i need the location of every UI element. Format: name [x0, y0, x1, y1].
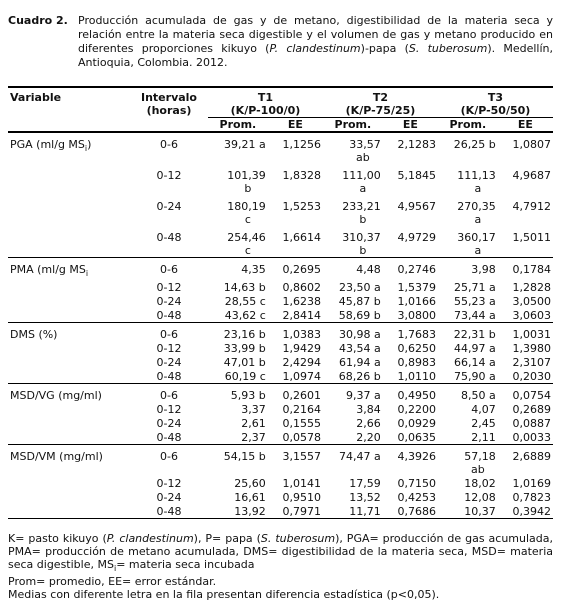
cell-interval: 0-24 — [156, 295, 182, 309]
cell-t3-mean: 57,18 ab — [438, 445, 498, 477]
table-row — [8, 132, 553, 164]
cell-variable — [8, 226, 130, 258]
cell-t1-mean: 14,63 b — [223, 281, 266, 295]
cell-t3-mean: 3,98 — [471, 263, 496, 276]
table-row — [8, 504, 553, 519]
footnote-significance: Medias con diferente letra en la fila presentan diferencia estadística (p<0,05). — [8, 588, 440, 602]
table-row — [8, 402, 553, 416]
cell-interval: 0-48 — [130, 369, 208, 384]
cell-t1-ee: 0,7971 — [268, 504, 323, 519]
significance-letter: a — [359, 182, 367, 195]
cell-t1-ee: 1,6238 — [282, 295, 321, 309]
cell-t3-ee: 1,2828 — [512, 281, 551, 295]
cell-t1-mean: 5,93 b — [230, 389, 266, 403]
cell-t3-ee: 0,2689 — [512, 403, 551, 417]
table-row — [8, 280, 553, 294]
cell-t3-ee: 1,3980 — [512, 342, 551, 356]
cell-variable — [8, 355, 130, 369]
cell-t1-mean: 180,19 c — [208, 195, 268, 226]
cell-t1-mean: 13,92 — [208, 504, 268, 519]
cell-t3-ee: 3,0603 — [498, 308, 553, 323]
cell-t2-ee: 0,0929 — [397, 417, 436, 431]
cell-variable — [8, 341, 130, 355]
cell-t2-mean: 2,20 — [323, 430, 383, 445]
cell-variable — [8, 476, 130, 490]
table-row — [8, 226, 553, 258]
significance-letter: b — [359, 244, 367, 257]
cell-t3-ee: 0,0887 — [512, 417, 551, 431]
cell-t3-ee: 2,6889 — [512, 450, 551, 464]
cell-t1-ee: 0,9510 — [282, 491, 321, 505]
cell-t3-ee: 0,7823 — [512, 491, 551, 505]
cell-variable — [8, 504, 130, 519]
cell-t3-mean: 111,13 a — [438, 164, 498, 195]
cell-t3-ee: 0,0033 — [498, 430, 553, 445]
cell-variable — [8, 402, 130, 416]
cell-variable — [8, 164, 130, 195]
significance-letter: a — [474, 244, 482, 257]
cell-t1-ee: 0,2695 — [282, 263, 321, 276]
table-caption — [8, 14, 553, 70]
cell-interval: 0-48 — [130, 504, 208, 519]
cell-t2-ee: 0,7150 — [397, 477, 436, 491]
cell-interval: 0-12 — [156, 342, 182, 356]
cell-variable — [8, 369, 130, 384]
cell-t3-mean: 12,08 — [464, 491, 496, 505]
results-table — [8, 86, 553, 519]
cell-t3-ee: 0,1784 — [512, 263, 551, 276]
cell-interval: 0-48 — [130, 430, 208, 445]
cell-t1-mean: 47,01 b — [223, 356, 266, 370]
cell-t1-mean: 2,37 — [208, 430, 268, 445]
cell-t2-mean: 13,52 — [349, 491, 381, 505]
cell-interval: 0-24 — [156, 200, 182, 213]
cell-t2-ee: 3,0800 — [383, 308, 438, 323]
subheader-ee: EE — [268, 118, 323, 133]
table-row — [8, 341, 553, 355]
cell-t2-ee: 1,0110 — [383, 369, 438, 384]
cell-t2-ee: 0,4253 — [397, 491, 436, 505]
caption-label: Cuadro 2. — [8, 14, 68, 27]
cell-variable — [8, 195, 130, 226]
cell-t3-mean: 18,02 — [464, 477, 496, 491]
table-row — [8, 476, 553, 490]
cell-t2-mean: 74,47 a — [339, 450, 381, 464]
cell-t1-mean: 3,37 — [241, 403, 266, 417]
cell-t1-ee: 1,8328 — [282, 169, 321, 182]
cell-t1-ee: 0,1555 — [282, 417, 321, 431]
cell-t2-ee: 0,7686 — [383, 504, 438, 519]
subheader-ee: EE — [498, 118, 553, 133]
cell-t2-ee: 0,2200 — [397, 403, 436, 417]
cell-t3-mean: 2,11 — [438, 430, 498, 445]
col-header-t1: T1 (K/P-100/0) — [208, 87, 323, 118]
cell-interval: 0-12 — [156, 403, 182, 417]
cell-t1-mean: 2,61 — [241, 417, 266, 431]
cell-t1-ee: 0,8602 — [282, 281, 321, 295]
table-row — [8, 258, 553, 281]
cell-t2-mean: 33,57 ab — [323, 132, 383, 164]
cell-variable — [8, 490, 130, 504]
cell-t2-mean: 3,84 — [356, 403, 381, 417]
cell-t2-mean: 45,87 b — [338, 295, 381, 309]
cell-t1-ee: 2,4294 — [282, 356, 321, 370]
table-footnotes — [8, 532, 553, 601]
cell-t2-mean: 4,48 — [356, 263, 381, 276]
caption-text: Producción acumulada de gas y de metano, digestibilidad de la materia seca y relación entre la materia seca digestible y el volumen de gas y metano producido en diferentes proporciones kikuyo (P. clandestinum)-papa (S. tuberosum). Medellín, Antioquia, Colombia. 2012. — [78, 14, 553, 69]
cell-variable — [8, 416, 130, 430]
cell-t3-mean: 73,44 a — [438, 308, 498, 323]
subheader-prom: Prom. — [323, 118, 383, 133]
cell-t2-ee: 4,3926 — [397, 450, 436, 464]
table-row — [8, 355, 553, 369]
col-header-t2: T2 (K/P-75/25) — [323, 87, 438, 118]
cell-interval: 0-6 — [160, 450, 178, 464]
cell-t2-ee: 0,2746 — [397, 263, 436, 276]
cell-interval: 0-24 — [156, 417, 182, 431]
cell-t2-mean: 43,54 a — [339, 342, 381, 356]
table-row — [8, 195, 553, 226]
cell-t2-mean: 61,94 a — [339, 356, 381, 370]
cell-t1-mean: 4,35 — [241, 263, 266, 276]
subheader-prom: Prom. — [438, 118, 498, 133]
cell-variable: MSD/VM (mg/ml) — [10, 450, 103, 464]
cell-t1-ee: 1,5253 — [282, 200, 321, 213]
table-row — [8, 294, 553, 308]
table-row — [8, 430, 553, 445]
cell-t3-ee: 0,2030 — [498, 369, 553, 384]
cell-t3-mean: 22,31 b — [453, 328, 496, 342]
cell-interval: 0-6 — [160, 138, 178, 151]
cell-t1-ee: 2,8414 — [268, 308, 323, 323]
significance-letter: b — [244, 182, 252, 195]
cell-t2-ee: 0,8983 — [397, 356, 436, 370]
cell-t2-mean: 17,59 — [349, 477, 381, 491]
cell-interval: 0-12 — [156, 281, 182, 295]
cell-variable: DMS (%) — [10, 328, 58, 342]
cell-t2-ee: 5,1845 — [397, 169, 436, 182]
cell-t2-mean: 233,21 b — [323, 195, 383, 226]
cell-t1-mean: 39,21 a — [224, 138, 266, 151]
cell-interval: 0-6 — [160, 328, 178, 342]
col-header-t3: T3 (K/P-50/50) — [438, 87, 553, 118]
cell-interval: 0-6 — [160, 263, 178, 276]
col-header-interval: Intervalo (horas) — [141, 91, 197, 117]
cell-t3-ee: 1,0031 — [512, 328, 551, 342]
table-row — [8, 384, 553, 403]
cell-t2-mean: 11,71 — [323, 504, 383, 519]
cell-t2-ee: 4,9567 — [397, 200, 436, 213]
table-row — [8, 369, 553, 384]
cell-t2-ee: 0,4950 — [397, 389, 436, 403]
cell-t2-ee: 2,1283 — [397, 138, 436, 151]
cell-t1-ee: 3,1557 — [282, 450, 321, 464]
significance-letter: a — [474, 213, 482, 226]
cell-t1-ee: 1,6614 — [268, 226, 323, 258]
table-row — [8, 490, 553, 504]
cell-t3-mean: 2,45 — [471, 417, 496, 431]
cell-t3-mean: 8,50 a — [460, 389, 496, 403]
cell-t3-ee: 1,0169 — [512, 477, 551, 491]
table-row — [8, 416, 553, 430]
cell-t3-mean: 44,97 a — [453, 342, 496, 356]
cell-t1-mean: 54,15 b — [223, 450, 266, 464]
footnote-abbreviations: K= pasto kikuyo (P. clandestinum), P= papa (S. tuberosum), PGA= producción de gas acumulada, PMA= producción de metano acumulada, DMS= digestibilidad de la materia seca, MSD= materia seca digestible, $MS_i=$ materia seca incubada — [8, 532, 553, 574]
cell-t2-ee: 0,6250 — [397, 342, 436, 356]
significance-letter: a — [474, 182, 482, 195]
cell-t2-ee: 1,7683 — [397, 328, 436, 342]
cell-t1-ee: 0,0578 — [268, 430, 323, 445]
subheader-prom: Prom. — [208, 118, 268, 133]
cell-t3-ee: 1,5011 — [498, 226, 553, 258]
cell-t2-ee: 0,0635 — [383, 430, 438, 445]
cell-t3-ee: 0,0754 — [512, 389, 551, 403]
cell-t1-ee: 0,2164 — [282, 403, 321, 417]
significance-letter: c — [244, 244, 251, 257]
cell-t3-ee: 0,3942 — [498, 504, 553, 519]
cell-t1-mean: 16,61 — [234, 491, 266, 505]
cell-t2-ee: 1,5379 — [397, 281, 436, 295]
cell-t1-mean: 101,39 b — [208, 164, 268, 195]
cell-variable — [8, 294, 130, 308]
cell-t1-ee: 0,2601 — [282, 389, 321, 403]
cell-t3-mean: 25,71 a — [453, 281, 496, 295]
table-body — [8, 132, 553, 519]
cell-t1-ee: 1,1256 — [282, 138, 321, 151]
cell-variable — [8, 280, 130, 294]
cell-interval: 0-48 — [130, 308, 208, 323]
cell-t2-mean: 2,66 — [356, 417, 381, 431]
cell-t3-mean: 270,35 a — [438, 195, 498, 226]
cell-t1-mean: 254,46 c — [208, 226, 268, 258]
cell-variable — [8, 430, 130, 445]
cell-t1-ee: 1,0383 — [282, 328, 321, 342]
cell-t1-mean: 33,99 b — [223, 342, 266, 356]
cell-t3-ee: 4,9687 — [512, 169, 551, 182]
cell-variable: MSD/VG (mg/ml) — [10, 389, 102, 403]
table-header-row — [8, 87, 553, 118]
significance-letter: c — [244, 213, 251, 226]
cell-t1-ee: 1,0141 — [282, 477, 321, 491]
cell-t3-mean: 66,14 a — [453, 356, 496, 370]
col-header-variable: Variable — [10, 91, 62, 104]
table-row — [8, 308, 553, 323]
cell-t1-mean: 23,16 b — [223, 328, 266, 342]
cell-interval: 0-12 — [156, 477, 182, 491]
subheader-ee: EE — [383, 118, 438, 133]
cell-t3-mean: 360,17 a — [438, 226, 498, 258]
cell-interval: 0-24 — [156, 356, 182, 370]
cell-variable: PGA (ml/g $MS_i$) — [10, 138, 92, 154]
table-row — [8, 323, 553, 342]
cell-t2-mean: 23,50 a — [339, 281, 381, 295]
cell-t3-mean: 4,07 — [471, 403, 496, 417]
cell-t2-mean: 111,00 a — [323, 164, 383, 195]
cell-t3-ee: 3,0500 — [512, 295, 551, 309]
cell-t1-ee: 1,9429 — [282, 342, 321, 356]
cell-t1-mean: 25,60 — [234, 477, 266, 491]
cell-t3-mean: 55,23 a — [453, 295, 496, 309]
significance-letter: ab — [470, 463, 485, 477]
cell-variable — [8, 308, 130, 323]
cell-t1-ee: 1,0974 — [268, 369, 323, 384]
cell-t2-mean: 58,69 b — [323, 308, 383, 323]
cell-interval: 0-48 — [130, 226, 208, 258]
cell-t3-ee: 2,3107 — [512, 356, 551, 370]
cell-t2-mean: 30,98 a — [339, 328, 381, 342]
footnote-prom-ee: Prom= promedio, EE= error estándar. — [8, 575, 217, 589]
table-row — [8, 445, 553, 477]
cell-t2-mean: 310,37 b — [323, 226, 383, 258]
table-row — [8, 164, 553, 195]
cell-interval: 0-6 — [160, 389, 178, 403]
significance-letter: ab — [355, 151, 370, 164]
cell-t1-mean: 28,55 c — [224, 295, 266, 309]
cell-t3-mean: 26,25 b — [453, 138, 496, 151]
cell-t3-ee: 4,7912 — [512, 200, 551, 213]
cell-t2-ee: 1,0166 — [397, 295, 436, 309]
cell-t2-ee: 4,9729 — [383, 226, 438, 258]
cell-t2-mean: 9,37 a — [346, 389, 381, 403]
cell-t3-ee: 1,0807 — [512, 138, 551, 151]
cell-interval: 0-12 — [156, 169, 182, 182]
cell-t1-mean: 60,19 c — [208, 369, 268, 384]
cell-interval: 0-24 — [156, 491, 182, 505]
cell-t1-mean: 43,62 c — [208, 308, 268, 323]
cell-variable: PMA (ml/g $MS_i$ — [10, 263, 89, 279]
cell-t3-mean: 10,37 — [438, 504, 498, 519]
significance-letter: b — [359, 213, 367, 226]
cell-t3-mean: 75,90 a — [438, 369, 498, 384]
cell-t2-mean: 68,26 b — [323, 369, 383, 384]
